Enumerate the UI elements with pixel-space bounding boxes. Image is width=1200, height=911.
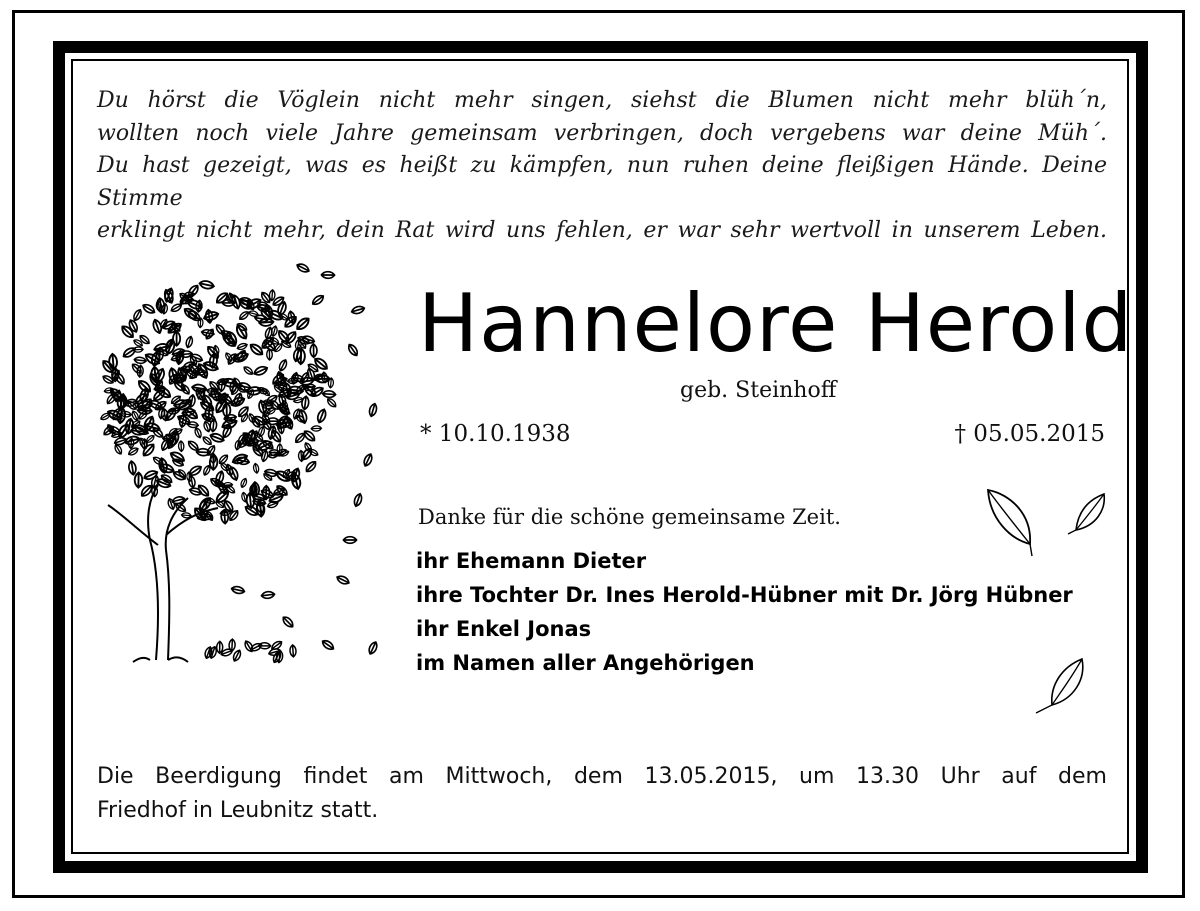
tree-leaf (322, 390, 336, 397)
tree-leaf (141, 302, 156, 315)
maiden-name: geb. Steinhoff (680, 378, 837, 403)
tree-leaf (181, 512, 191, 518)
tree-leaf (209, 455, 217, 470)
tree-leaf-cluster (100, 262, 379, 664)
leaf-icon (1062, 490, 1110, 538)
tree-leaf (137, 365, 144, 377)
tree-leaf (367, 641, 379, 656)
mourner: im Namen aller Angehörigen (416, 651, 755, 675)
tree-leaf (167, 498, 176, 511)
tree-leaf (151, 426, 164, 439)
tree-leaf (214, 323, 226, 336)
deceased-name: Hannelore Herold (418, 277, 1134, 370)
tree-leaf (253, 365, 269, 377)
tree-leaf (240, 477, 248, 488)
tree-leaf (188, 475, 196, 488)
funeral-line: Friedhof in Leubnitz statt. (97, 798, 379, 823)
tree-leaf (262, 403, 273, 408)
tree-leaf (287, 311, 296, 324)
tree-leaf (185, 336, 194, 349)
tree-leaf (237, 405, 250, 418)
tree-leaf (133, 338, 144, 348)
tree-leaf (113, 443, 123, 455)
tree-leaf (290, 372, 299, 385)
tree-leaf (128, 461, 137, 476)
tree-leaf (132, 308, 143, 322)
tree-leaf (105, 393, 117, 406)
tree-leaf (278, 359, 289, 373)
tree-leaf (353, 493, 364, 508)
tree-leaf (215, 470, 225, 485)
tree-leaf (243, 640, 254, 653)
tree-leaf (221, 334, 234, 346)
tree-leaf (192, 384, 207, 393)
poem-line: Du hörst die Vöglein nicht mehr singen, siehst die Blumen nicht mehr blüh´n, (97, 88, 1107, 113)
birth-date: * 10.10.1938 (420, 421, 571, 447)
tree-leaf (247, 413, 256, 424)
tree-leaf (217, 641, 223, 653)
windblown-tree-icon (88, 250, 388, 670)
tree-leaf (242, 365, 254, 376)
tree-leaf (106, 423, 116, 434)
tree-leaf (351, 305, 366, 315)
tree-leaf (187, 439, 200, 452)
tree-leaf (268, 492, 284, 504)
tree-leaf (124, 435, 140, 446)
tree-leaf (291, 473, 302, 490)
tree-leaf (203, 421, 212, 433)
tree-leaf (311, 293, 326, 306)
tree-leaf (295, 414, 306, 424)
tree-leaf (290, 645, 297, 657)
tree-leaf (278, 402, 291, 416)
tree-leaf (310, 344, 317, 358)
tree-leaf (336, 574, 351, 586)
tree-leaf (281, 615, 295, 629)
tree-leaf (159, 318, 169, 329)
tree-leaf (199, 280, 215, 290)
poem (97, 85, 1107, 248)
mourner: ihr Enkel Jonas (416, 617, 592, 641)
tree-leaf (196, 483, 210, 498)
tree-leaf (297, 349, 305, 365)
tree-leaf (161, 303, 168, 314)
death-date: † 05.05.2015 (954, 421, 1105, 447)
funeral-line: Die Beerdigung findet am Mittwoch, dem 13.05.2015, um 13.30 Uhr auf dem (97, 764, 1107, 789)
tree-leaf (261, 591, 275, 599)
tree-leaf (232, 649, 243, 662)
thanks-line: Danke für die schöne gemeinsame Zeit. (418, 505, 841, 529)
mourner: ihre Tochter Dr. Ines Herold-Hübner mit Dr. Jörg Hübner (416, 583, 1073, 607)
tree-leaf (228, 466, 240, 482)
tree-leaf (203, 310, 219, 321)
tree-leaf (127, 319, 139, 334)
tree-leaf (114, 372, 127, 386)
tree-leaf (311, 426, 322, 432)
tree-leaf (134, 357, 147, 364)
mourners-list (416, 544, 1073, 680)
tree-leaf (295, 316, 311, 332)
poem-line: erklingt nicht mehr, dein Rat wird uns fehlen, er war sehr wertvoll in unserem Leben. (97, 218, 1107, 243)
poem-line: wollten noch viele Jahre gemeinsam verbringen, doch vergebens war deine Müh´. (97, 120, 1107, 146)
leaf-icon (1030, 655, 1090, 717)
tree-leaf (343, 537, 356, 544)
tree-leaf (178, 441, 184, 452)
tree-leaf (326, 397, 338, 409)
tree-leaf (347, 343, 360, 358)
tree-leaf (151, 367, 160, 383)
tree-leaf (127, 446, 139, 456)
tree-leaf (296, 262, 311, 274)
mourner: ihr Ehemann Dieter (416, 549, 647, 573)
tree-leaf (316, 408, 328, 424)
tree-leaf (128, 438, 134, 449)
tree-leaf (259, 643, 271, 649)
tree-leaf (236, 342, 248, 351)
tree-leaf (194, 427, 203, 439)
tree-leaf (166, 434, 179, 449)
tree-leaf (362, 453, 374, 468)
poem-line: Du hast gezeigt, was es heißt zu kämpfen, nun ruhen deine fleißigen Hände. Deine Stimme (97, 153, 1107, 211)
tree-leaf (368, 403, 378, 418)
tree-leaf (145, 434, 156, 444)
tree-leaf (135, 472, 143, 487)
tree-leaf (241, 492, 248, 503)
tree-leaf (321, 639, 336, 652)
tree-leaf (304, 460, 318, 474)
leaf-icon (980, 484, 1044, 560)
tree-leaf (238, 310, 250, 321)
tree-leaf (143, 469, 159, 481)
tree-leaf (122, 346, 137, 360)
tree-leaf (232, 351, 249, 364)
funeral-notice (97, 760, 1107, 828)
tree-leaf (177, 468, 187, 478)
tree-leaf (262, 338, 277, 353)
tree-leaf (158, 457, 168, 473)
tree-leaf (164, 407, 178, 422)
tree-leaf (321, 272, 334, 279)
tree-leaf (253, 463, 260, 474)
tree-leaf (188, 464, 203, 477)
tree-leaf (231, 585, 245, 594)
